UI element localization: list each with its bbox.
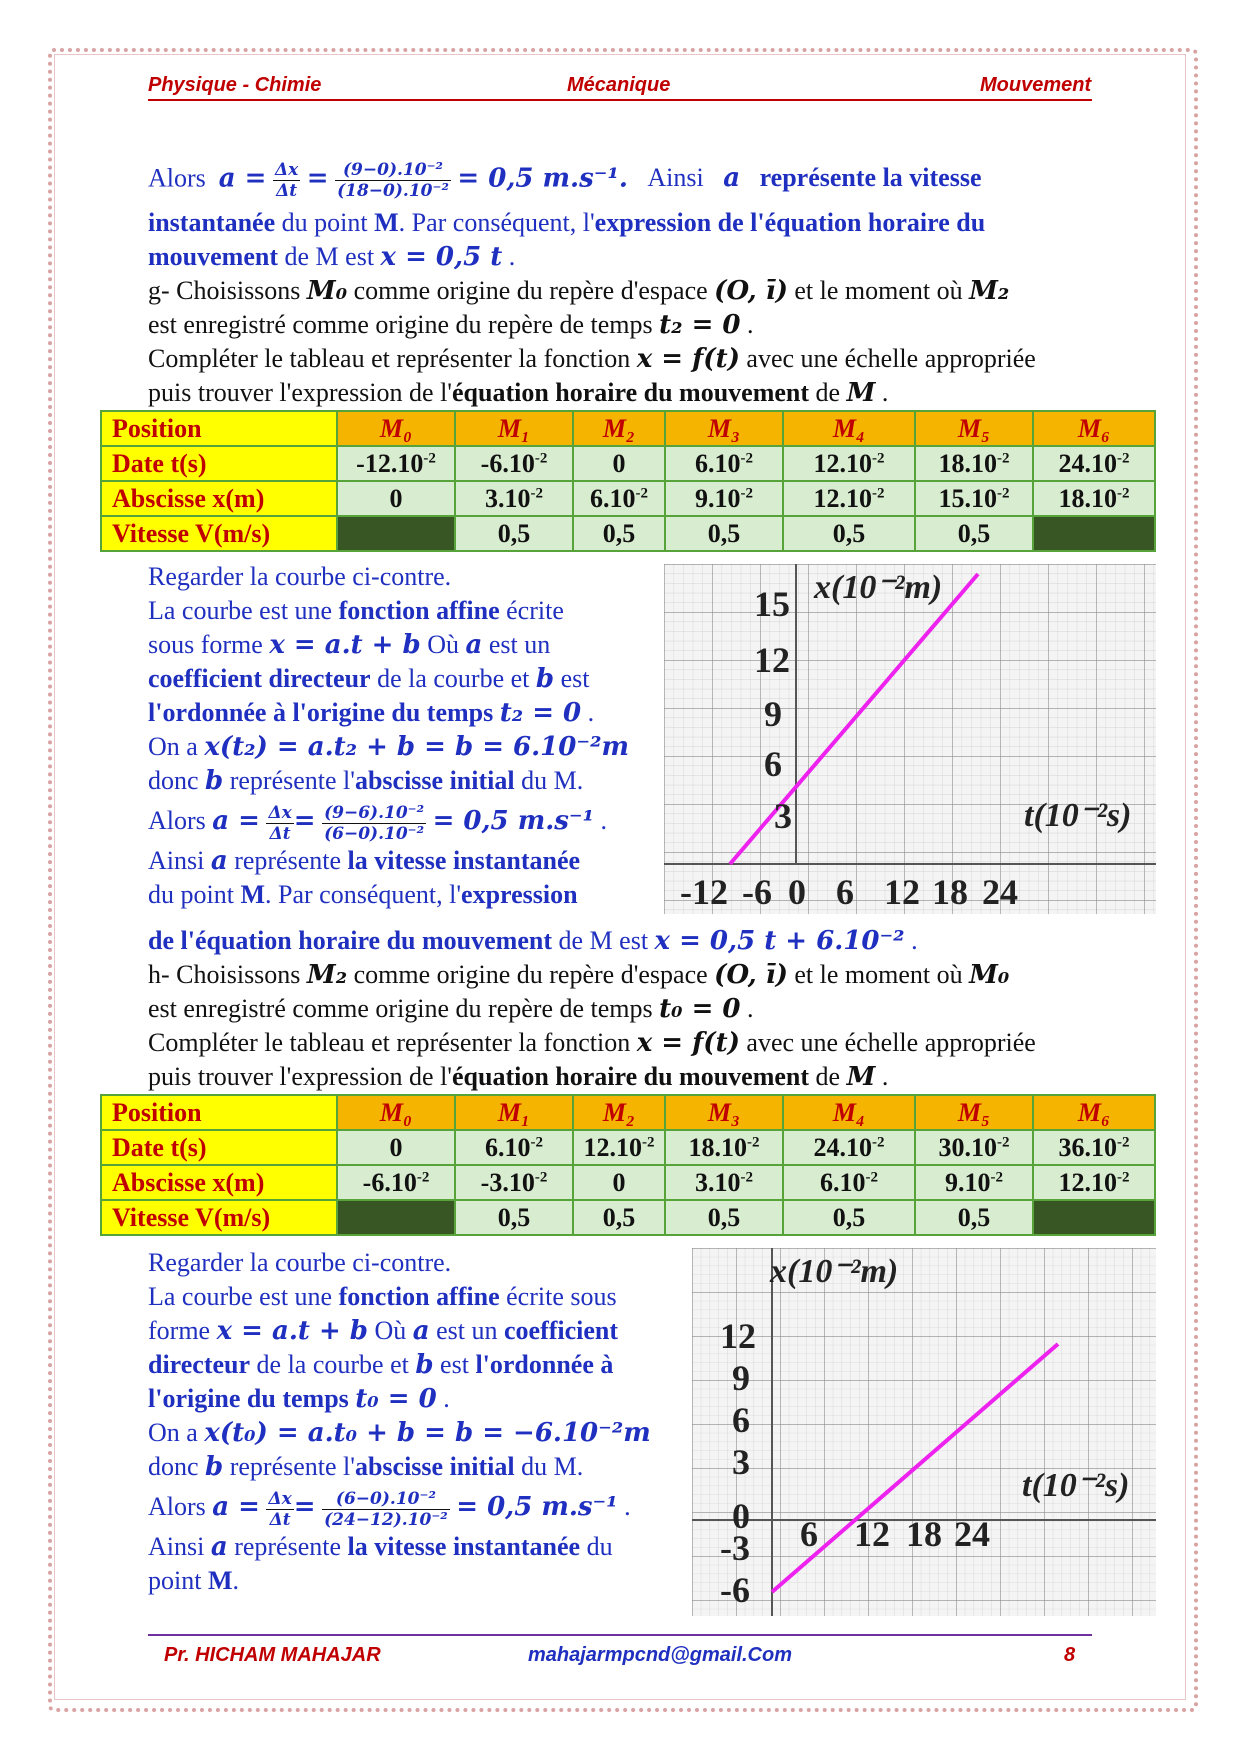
- y-tick: 9: [764, 694, 782, 734]
- table-cell: M₂: [573, 411, 665, 446]
- table-cell: 0,5: [455, 516, 573, 551]
- footer-page-number: 8: [1064, 1644, 1076, 1666]
- table-cell: Abscisse x(m): [101, 481, 337, 516]
- x-tick: 24: [954, 1514, 990, 1554]
- table-cell: $3.10^{-2}$: [665, 1165, 783, 1200]
- y-tick: 12: [720, 1316, 756, 1356]
- table-cell: M₄: [783, 1095, 915, 1130]
- table-cell: $12.10^{-2}$: [783, 446, 915, 481]
- table-cell: $18.10^{-2}$: [915, 446, 1033, 481]
- table-cell: [337, 1200, 455, 1235]
- table-cell: 0,5: [665, 1200, 783, 1235]
- table-cell: $18.10^{-2}$: [665, 1130, 783, 1165]
- header-subject: Physique - Chimie: [148, 74, 322, 96]
- table-cell: Position: [101, 1095, 337, 1130]
- table-cell: $6.10^{-2}$: [783, 1165, 915, 1200]
- footer-author: Pr. HICHAM MAHAJAR: [164, 1644, 381, 1666]
- x-tick: -6: [742, 872, 772, 912]
- table-cell: Vitesse V(m/s): [101, 1200, 337, 1235]
- table-cell: $36.10^{-2}$: [1033, 1130, 1155, 1165]
- table-cell: Date t(s): [101, 1130, 337, 1165]
- section-h-line-1: h- Choisissons M₂ comme origine du repère d'espace (O, ī) et le moment où M₀: [148, 960, 1010, 990]
- header-rule: [148, 99, 1092, 101]
- x-tick: 12: [854, 1514, 890, 1554]
- intro-line-2: instantanée du point M. Par conséquent, l'expression de l'équation horaire du: [148, 208, 986, 237]
- table-row-date: [101, 446, 1155, 481]
- table-cell: 0,5: [665, 516, 783, 551]
- x-tick: -12: [680, 872, 728, 912]
- table-cell: 0,5: [915, 1200, 1033, 1235]
- table-cell: M₃: [665, 411, 783, 446]
- table-cell: $12.10^{-2}$: [573, 1130, 665, 1165]
- table-cell: M₁: [455, 411, 573, 446]
- table-cell: 0: [337, 1130, 455, 1165]
- table-cell: $9.10^{-2}$: [915, 1165, 1033, 1200]
- table-cell: 0,5: [783, 1200, 915, 1235]
- x-tick: 24: [982, 872, 1018, 912]
- x-tick: 6: [836, 872, 854, 912]
- fraction: $\frac{\Delta x}{\Delta t}$: [274, 160, 299, 201]
- section-g-line-1: g- Choisissons M₀ comme origine du repère d'espace (O, ī) et le moment où M₂: [148, 276, 1010, 306]
- table-row-position: [101, 411, 1155, 446]
- y-tick: 6: [732, 1400, 750, 1440]
- x-tick: 18: [932, 872, 968, 912]
- table-row-vitesse: [101, 1200, 1155, 1235]
- section-h-line-2: est enregistré comme origine du repère de temps t₀ = 0 .: [148, 994, 754, 1024]
- table-row-abscisse: [101, 481, 1155, 516]
- table-cell: 0: [573, 1165, 665, 1200]
- table-cell: $12.10^{-2}$: [1033, 1165, 1155, 1200]
- table-cell: $12.10^{-2}$: [783, 481, 915, 516]
- intro-line-3: mouvement de M est x = 0,5 t .: [148, 242, 516, 272]
- table-cell: M₅: [915, 411, 1033, 446]
- x-tick: 18: [906, 1514, 942, 1554]
- x-tick: 0: [788, 872, 806, 912]
- section-h-line-4: puis trouver l'expression de l'équation horaire du mouvement de M .: [148, 1062, 889, 1092]
- y-tick: 9: [732, 1358, 750, 1398]
- body-h-text: Regarder la courbe ci-contre. La courbe est une fonction affine écrite sous forme x = a.t + b Où a est un coefficient directeur de la courbe et b est l'ordonnée à l'origine du temps t₀ = 0 . On a x(t₀) = a.t₀ + b = b = −6.10⁻²m donc b représente l'abscisse initial du M. Alors a = $\frac{\Delta x}{\Delta t}$ = $\frac{\text{(6−0).10⁻²}}{\text{(24−12).10⁻²}}$ = 0,5 m.s⁻¹ . Ainsi a représente la vitesse instantanée du point M.: [148, 1248, 651, 1595]
- table-cell: $24.10^{-2}$: [783, 1130, 915, 1165]
- x-axis-label: t(10⁻²s): [1024, 797, 1132, 834]
- table-cell: M₆: [1033, 1095, 1155, 1130]
- table-cell: $18.10^{-2}$: [1033, 481, 1155, 516]
- table-cell: $-6.10^{-2}$: [337, 1165, 455, 1200]
- table-cell: $6.10^{-2}$: [573, 481, 665, 516]
- graph-g: [664, 564, 1156, 914]
- table-cell: 0,5: [573, 1200, 665, 1235]
- table-row-abscisse: [101, 1165, 1155, 1200]
- section-g-line-4: puis trouver l'expression de l'équation horaire du mouvement de M .: [148, 378, 889, 408]
- table-cell: $30.10^{-2}$: [915, 1130, 1033, 1165]
- table-cell: M₂: [573, 1095, 665, 1130]
- table-cell: [337, 516, 455, 551]
- table-row-position: [101, 1095, 1155, 1130]
- table-cell: Date t(s): [101, 446, 337, 481]
- footer-email[interactable]: mahajarmpcnd@gmail.Com: [528, 1644, 793, 1666]
- y-tick: 3: [774, 796, 792, 836]
- table-cell: $-6.10^{-2}$: [455, 446, 573, 481]
- intro-line-1: Alors a = $\frac{\Delta x}{\Delta t}$ = $\frac{\text{(9−0).10⁻²}}{\text{(18−0).10⁻²}}$ = 0,5 m.s⁻¹. Ainsi a représente la vitesse: [148, 160, 982, 201]
- table-cell: $15.10^{-2}$: [915, 481, 1033, 516]
- table-cell: $-12.10^{-2}$: [337, 446, 455, 481]
- table-cell: Vitesse V(m/s): [101, 516, 337, 551]
- table-cell: $3.10^{-2}$: [455, 481, 573, 516]
- x-tick: 12: [884, 872, 920, 912]
- table-cell: $6.10^{-2}$: [665, 446, 783, 481]
- x-axis-label: t(10⁻²s): [1022, 1467, 1130, 1504]
- table-positions-h: [100, 1094, 1156, 1236]
- body-g-conclusion: de l'équation horaire du mouvement de M est x = 0,5 t + 6.10⁻² .: [148, 926, 918, 956]
- table-cell: 0: [573, 446, 665, 481]
- table-cell: Position: [101, 411, 337, 446]
- table-cell: [1033, 516, 1155, 551]
- table-cell: $6.10^{-2}$: [455, 1130, 573, 1165]
- table-cell: 0,5: [573, 516, 665, 551]
- y-axis-label: x(10⁻²m): [770, 1253, 899, 1290]
- y-tick: -3: [720, 1528, 750, 1568]
- table-row-date: [101, 1130, 1155, 1165]
- y-tick: 15: [754, 584, 790, 624]
- body-g-text: Regarder la courbe ci-contre. La courbe est une fonction affine écrite sous forme x = a.t + b Où a est un coefficient directeur de la courbe et b est l'ordonnée à l'origine du temps t₂ = 0 . On a x(t₂) = a.t₂ + b = b = 6.10⁻²m donc b représente l'abscisse initial du M. Alors a = $\frac{\Delta x}{\Delta t}$ = $\frac{\text{(9−6).10⁻²}}{\text{(6−0).10⁻²}}$ = 0,5 m.s⁻¹ . Ainsi a représente la vitesse instantanée du point M. Par conséquent, l'expression: [148, 562, 629, 909]
- table-cell: M₀: [337, 411, 455, 446]
- section-h-line-3: Compléter le tableau et représenter la fonction x = f(t) avec une échelle appropriée: [148, 1028, 1036, 1058]
- table-cell: 0: [337, 481, 455, 516]
- table-cell: 0,5: [455, 1200, 573, 1235]
- table-cell: M₀: [337, 1095, 455, 1130]
- table-cell: M₄: [783, 411, 915, 446]
- table-positions-g: [100, 410, 1156, 552]
- table-row-vitesse: [101, 516, 1155, 551]
- header-chapter: Mécanique: [567, 74, 671, 96]
- section-g-line-3: Compléter le tableau et représenter la fonction x = f(t) avec une échelle appropriée: [148, 344, 1036, 374]
- y-tick: 0: [732, 1496, 750, 1536]
- graph-h: [692, 1248, 1156, 1616]
- table-cell: M₃: [665, 1095, 783, 1130]
- table-cell: 0,5: [783, 516, 915, 551]
- y-tick: 12: [754, 640, 790, 680]
- header-topic: Mouvement: [980, 74, 1092, 96]
- fraction: $\frac{\text{(9−0).10⁻²}}{\text{(18−0).10⁻²}}$: [337, 160, 449, 201]
- y-axis-label: x(10⁻²m): [814, 569, 943, 606]
- table-cell: $24.10^{-2}$: [1033, 446, 1155, 481]
- table-cell: M₆: [1033, 411, 1155, 446]
- table-cell: [1033, 1200, 1155, 1235]
- y-tick: -6: [720, 1570, 750, 1610]
- table-cell: M₁: [455, 1095, 573, 1130]
- table-cell: $-3.10^{-2}$: [455, 1165, 573, 1200]
- table-cell: $9.10^{-2}$: [665, 481, 783, 516]
- y-tick: 3: [732, 1442, 750, 1482]
- section-g-line-2: est enregistré comme origine du repère de temps t₂ = 0 .: [148, 310, 754, 340]
- x-tick: 6: [800, 1514, 818, 1554]
- y-tick: 6: [764, 744, 782, 784]
- footer-rule: [148, 1634, 1092, 1636]
- table-cell: Abscisse x(m): [101, 1165, 337, 1200]
- table-cell: 0,5: [915, 516, 1033, 551]
- table-cell: M₅: [915, 1095, 1033, 1130]
